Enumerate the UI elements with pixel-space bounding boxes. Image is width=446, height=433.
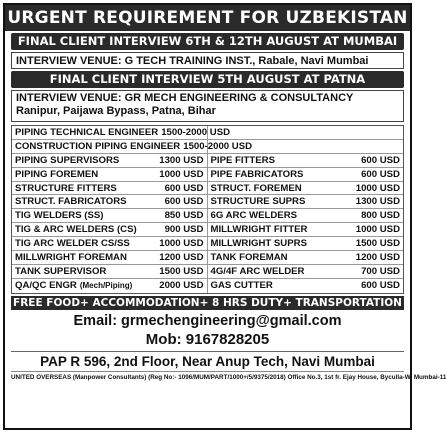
position-salary: 1000 USD: [159, 168, 204, 180]
position-salary: 1300 USD: [355, 196, 400, 208]
position-cell-right: [208, 237, 404, 250]
position-title: TANK FOREMAN: [210, 251, 288, 263]
position-salary: 850 USD: [164, 210, 204, 222]
position-salary: 1200 USD: [355, 251, 400, 263]
position-cell-right: [208, 182, 404, 195]
position-title: TIG ARC WELDER CS/SS: [15, 238, 130, 250]
position-salary: 1000 USD: [159, 238, 204, 250]
position-salary: 1000 USD: [355, 182, 400, 194]
position-cell-right: [208, 154, 404, 167]
position-title: TANK SUPERVISOR: [15, 265, 107, 277]
position-salary: 600 USD: [361, 168, 400, 180]
position-salary: 600 USD: [361, 154, 400, 166]
position-cell-left: [12, 168, 208, 181]
position-salary: 1500-2000 USD: [183, 140, 253, 152]
interview-2-venue-line2: Ranipur, Paijawa Bypass, Patna, Bihar: [16, 105, 216, 117]
position-salary: 1200 USD: [159, 251, 204, 263]
contact-mobile: Mob: 9167828205: [145, 330, 270, 348]
position-title: STRUCTURE SUPRS: [210, 196, 306, 208]
position-title: STRUCT. FOREMEN: [210, 182, 302, 194]
position-title: MILLWRIGHT FOREMAN: [15, 251, 127, 263]
position-salary: 900 USD: [164, 224, 204, 236]
position-cell-left: [12, 140, 253, 153]
position-row: [12, 223, 403, 237]
position-cell-right: [208, 279, 404, 293]
position-row: [12, 209, 403, 223]
position-cell-right: [208, 140, 404, 153]
position-cell-right: [208, 223, 404, 236]
position-title: MILLWRIGHT SUPRS: [210, 238, 307, 250]
position-salary: 600 USD: [164, 182, 204, 194]
position-cell-left: [12, 126, 231, 139]
position-cell-right: [208, 168, 404, 181]
position-cell-left: [12, 223, 208, 236]
position-cell-left: [12, 279, 208, 293]
position-row: [12, 154, 403, 168]
position-salary: 1500 USD: [355, 238, 400, 250]
position-cell-left: [12, 154, 208, 167]
interview-1-heading: FINAL CLIENT INTERVIEW 6TH & 12TH AUGUST AT MUMBAI: [11, 33, 404, 50]
positions-table: [11, 125, 404, 294]
position-title: TIG & ARC WELDERS (CS): [15, 224, 137, 236]
position-row: [12, 195, 403, 209]
interview-2-venue-line1: INTERVIEW VENUE: GR MECH ENGINEERING & CONSULTANCY: [16, 92, 354, 104]
position-cell-right: [208, 265, 404, 278]
position-salary: 1300 USD: [159, 154, 204, 166]
position-title: GAS CUTTER: [210, 280, 273, 292]
interview-2-heading: FINAL CLIENT INTERVIEW 5TH AUGUST AT PATNA: [11, 71, 404, 88]
position-cell-right: [208, 209, 404, 222]
position-title: PIPE FITTERS: [210, 154, 276, 166]
position-salary: 1500 USD: [159, 265, 204, 277]
position-title: STRUCTURE FITTERS: [15, 182, 117, 194]
benefits-banner: FREE FOOD+ ACCOMMODATION+ 8 HRS DUTY+ TRANSPORTATION: [11, 296, 404, 310]
position-row: [12, 237, 403, 251]
position-row: [12, 182, 403, 196]
position-title: PIPING FOREMEN: [15, 168, 99, 180]
position-title: QA/QC ENGR: [15, 280, 77, 292]
position-salary: 700 USD: [361, 265, 400, 277]
position-cell-right: [208, 195, 404, 208]
position-salary: 2000 USD: [159, 280, 204, 292]
position-note: (Mech/Piping): [79, 281, 133, 291]
position-title: PIPING TECHNICAL ENGINEER: [15, 126, 159, 138]
position-title: 4G/4F ARC WELDER: [210, 265, 305, 277]
job-advertisement: [3, 3, 446, 430]
position-row: [12, 140, 403, 154]
position-cell-left: [12, 182, 208, 195]
position-title: PIPING SUPERVISORS: [15, 154, 120, 166]
interview-1-venue: INTERVIEW VENUE: G TECH TRAINING INST., Rabale, Navi Mumbai: [11, 52, 404, 69]
position-cell-right: [208, 126, 404, 139]
position-title: CONSTRUCTION PIPING ENGINEER: [15, 140, 181, 152]
position-cell-left: [12, 209, 208, 222]
ad-title: URGENT REQUIREMENT FOR UZBEKISTAN: [5, 5, 410, 31]
interview-2-venue: [11, 90, 404, 122]
position-salary: 1000 USD: [355, 224, 400, 236]
position-row: [12, 251, 403, 265]
position-cell-left: [12, 195, 208, 208]
position-title: 6G ARC WELDERS: [210, 210, 298, 222]
position-cell-left: [12, 237, 208, 250]
agency-footer: UNITED OVERSEAS (Manpower Consultants) (Reg No:- 1096/MUM/PART/1000+/5/9375/2018) Office No.3, 1st fr. Ejay House, Byculla-W, Mumbai-11: [11, 371, 404, 383]
position-title: PIPE FABRICATORS: [210, 168, 304, 180]
position-row: [12, 168, 403, 182]
position-cell-right: [208, 251, 404, 264]
position-row: [12, 126, 403, 140]
contact-address: PAP R 596, 2nd Floor, Near Anup Tech, Navi Mumbai: [11, 351, 404, 370]
position-salary: 1500-2000 USD: [161, 126, 231, 138]
position-title: MILLWRIGHT FITTER: [210, 224, 308, 236]
position-row: [12, 279, 403, 293]
position-cell-left: [12, 265, 208, 278]
position-row: [12, 265, 403, 279]
position-salary: 600 USD: [361, 280, 400, 292]
position-cell-left: [12, 251, 208, 264]
contact-email: Email: grmechengineering@gmail.com: [73, 312, 342, 329]
position-title: TIG WELDERS (SS): [15, 210, 104, 222]
position-salary: 600 USD: [164, 196, 204, 208]
position-title: STRUCT. FABRICATORS: [15, 196, 127, 208]
position-salary: 800 USD: [361, 210, 400, 222]
